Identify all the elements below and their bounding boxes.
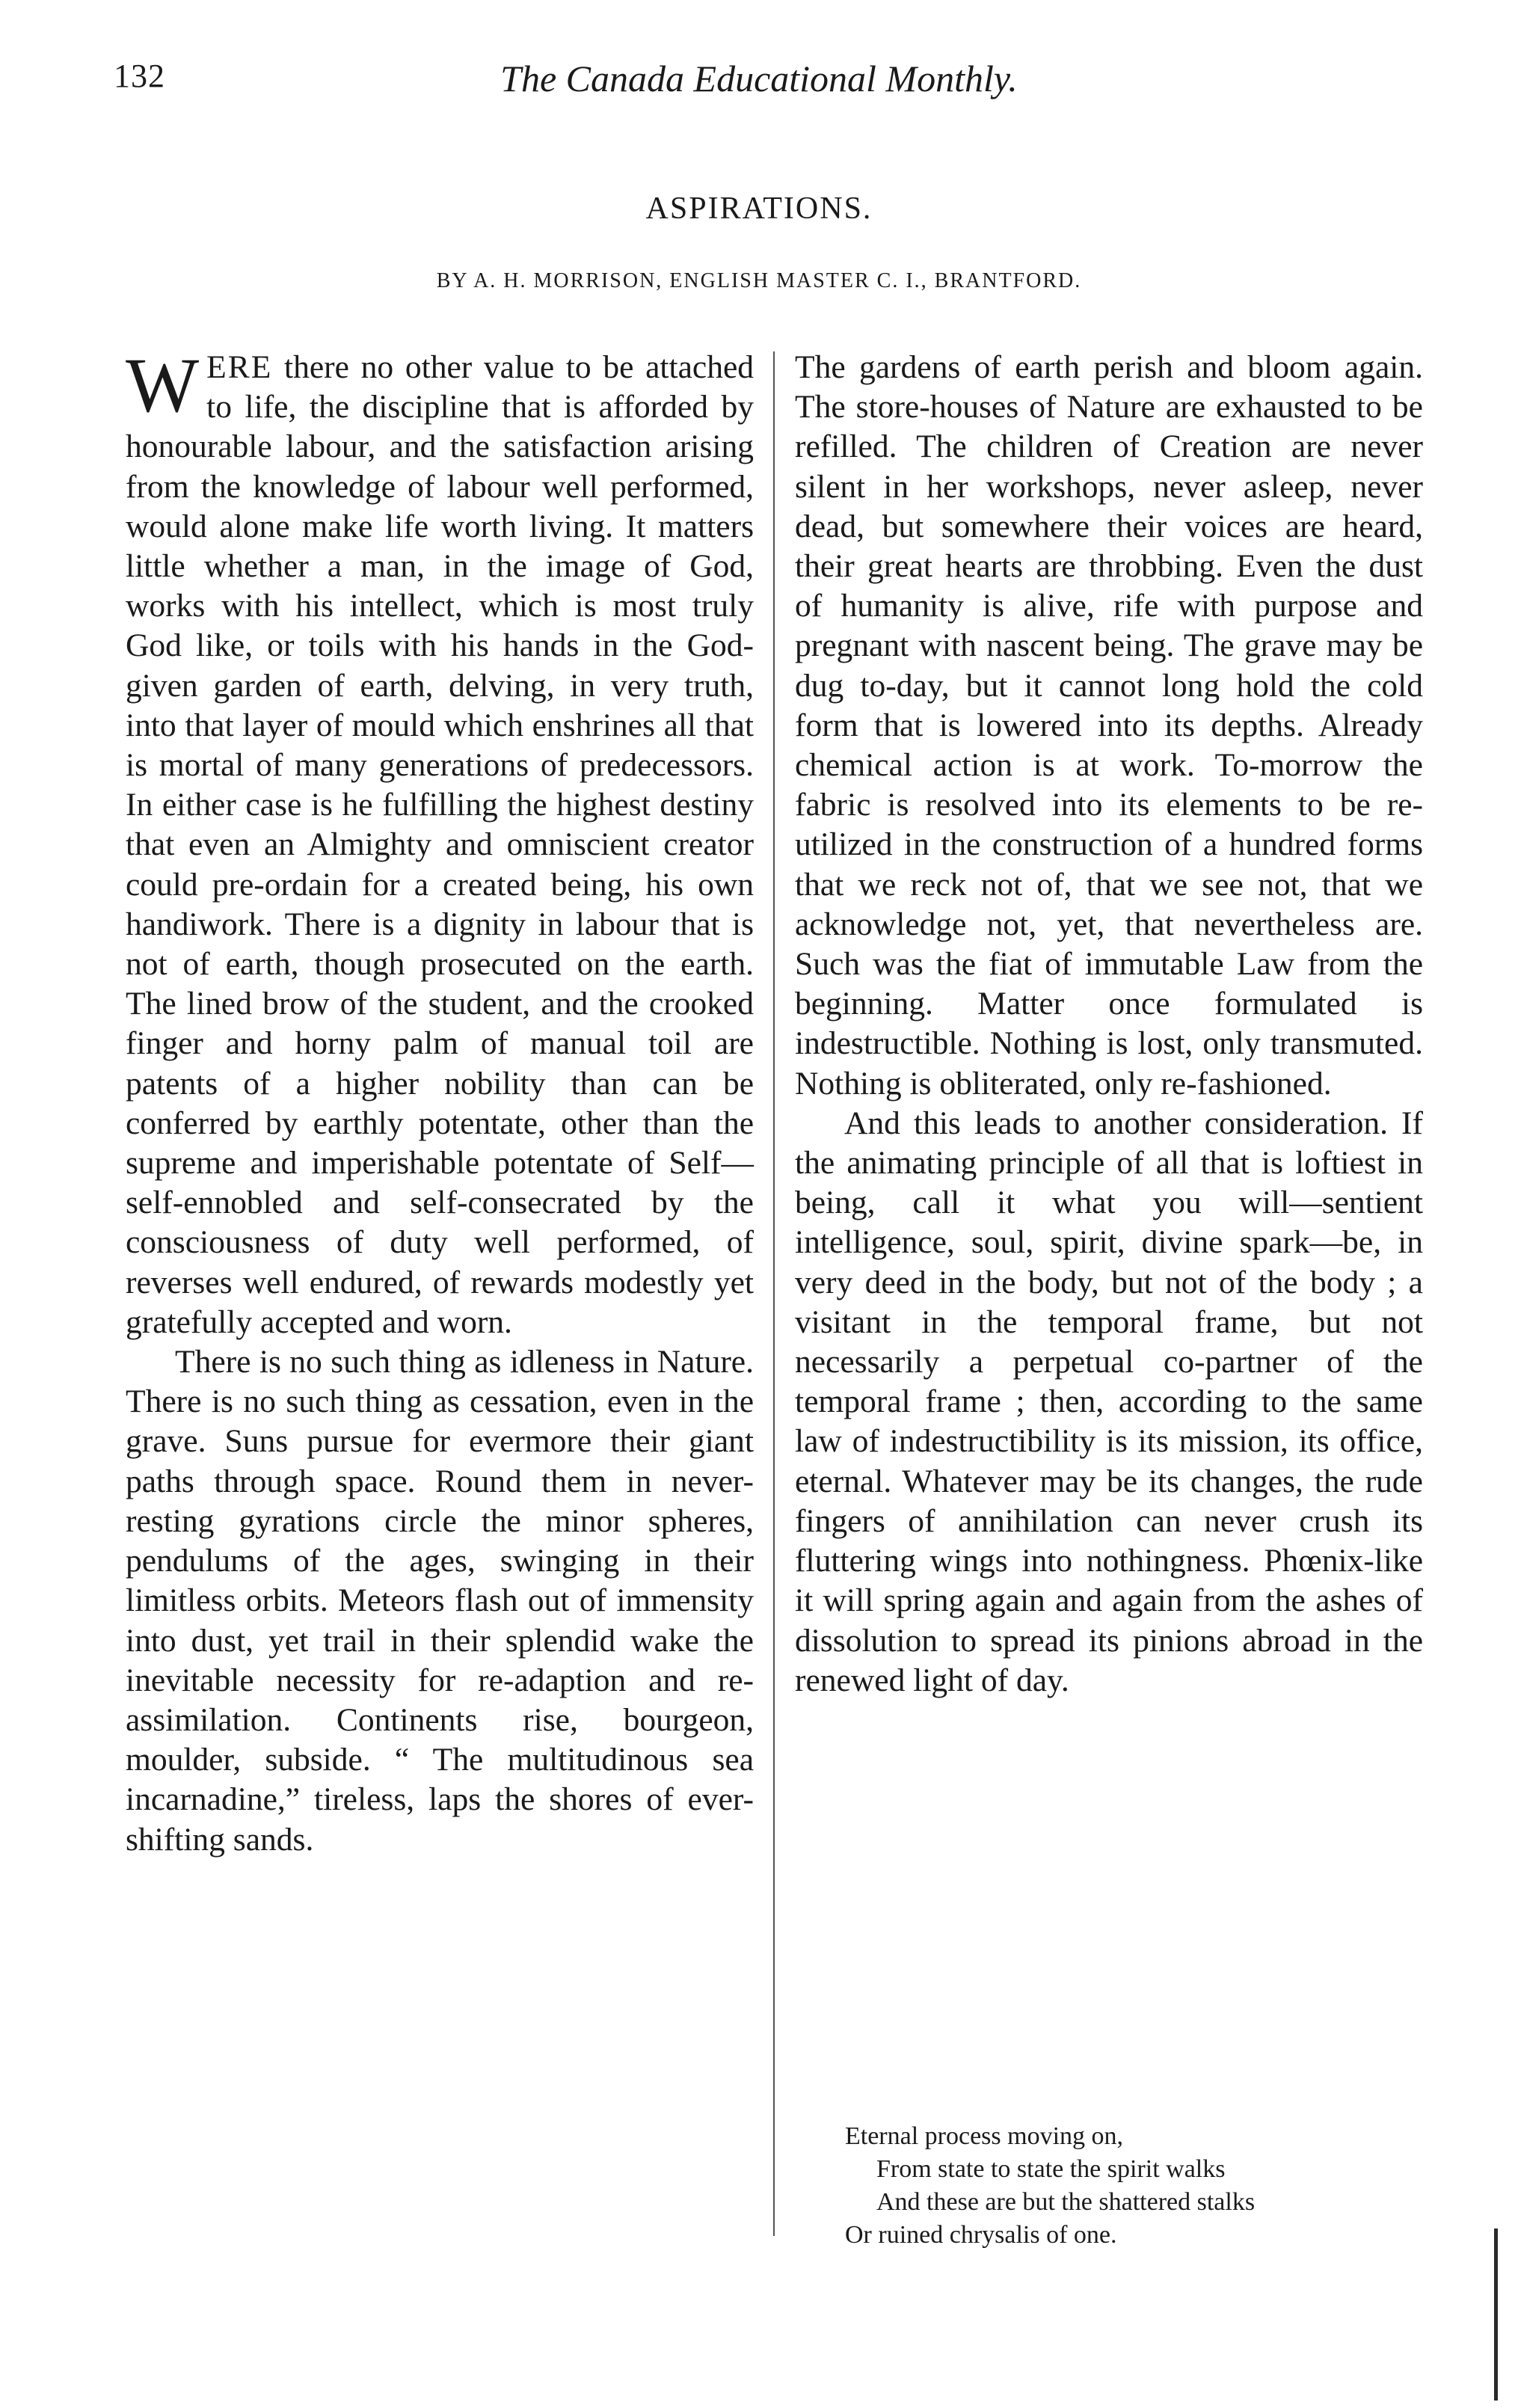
column-divider bbox=[773, 351, 775, 2236]
article-byline: BY A. H. MORRISON, ENGLISH MASTER C. I., BRANTFORD. bbox=[436, 269, 1082, 292]
opening-small-caps: ERE bbox=[206, 349, 273, 385]
verse-line: And these are but the shattered stalks bbox=[876, 2188, 1256, 2216]
paragraph-consideration: And this leads to another consideration. If the animating principle of all that is loftiest in being, call it what you will—sentient intelligence, soul, spirit, divine spark—be, in very deed in the body, but not of the body ; a visitant in the temporal frame, but not necessarily a perpetual co-partner of the temporal frame ; then, according to the same law of indestructibility is its mission, its office, eternal. Whatever may be its changes, the rude fingers of annihilation can never crush its fluttering wings into nothingness. Phœnix-like it will spring again and again from the ashes of dissolution to spread its pinions abroad in the renewed light of day. bbox=[795, 1105, 1423, 1698]
closing-verse bbox=[845, 2120, 1255, 2252]
paragraph-opening-text: there no other value to be attached to life, the discipline that is afforded by honourable labour, and the satisfaction arising from the knowledge of labour well performed, would alone make life worth living. It matters little whether a man, in the image of God, works with his intellect, which is most truly God like, or toils with his hands in the God-given garden of earth, delving, in very truth, into that layer of mould which enshrines all that is mortal of many generations of predecessors. In either case is he fulfilling the highest destiny that even an Almighty and omniscient creator could pre-ordain for a created being, his own handiwork. There is a dignity in labour that is not of earth, though prosecuted on the earth. The lined brow of the student, and the crooked finger and horny palm of manual toil are patents of a higher nobility than can be conferred by earthly potentate, other than the supreme and imperishable potentate of Self—self-ennobled and self-consecrated by the consciousness of duty well performed, of reverses well endured, of rewards modestly yet gratefully accepted and worn. bbox=[126, 349, 754, 1340]
verse-line: Eternal process moving on, bbox=[845, 2122, 1124, 2150]
right-column bbox=[795, 348, 1423, 1701]
page-header bbox=[0, 36, 1518, 103]
left-column bbox=[126, 343, 754, 1860]
verse-line: From state to state the spirit walks bbox=[876, 2155, 1226, 2183]
page-number: 132 bbox=[114, 58, 165, 94]
verse-line: Or ruined chrysalis of one. bbox=[845, 2221, 1117, 2249]
paragraph-idleness-continued: The gardens of earth perish and bloom again. The store-houses of Nature are exhausted to be refilled. The children of Creation are never silent in her workshops, never asleep, never dead, but somewhere their voices are heard, their great hearts are throbbing. Even the dust of humanity is alive, rife with purpose and pregnant with nascent being. The grave may be dug to-day, but it cannot long hold the cold form that is lowered into its depths. Already chemical action is at work. To-morrow the fabric is resolved into its elements to be re-utilized in the construction of a hundred forms that we reck not of, that we see not, that we acknowledge not, yet, that nevertheless are. Such was the fiat of immutable Law from the beginning. Matter once formulated is indestructible. Nothing is lost, only transmuted. Nothing is obliterated, only re-fashioned. bbox=[795, 349, 1423, 1102]
running-title: The Canada Educational Monthly. bbox=[500, 58, 1018, 99]
paragraph-idleness: There is no such thing as idleness in Nature. There is no such thing as cessation, even in the grave. Suns pursue for evermore their giant paths through space. Round them in never-resting gyrations circle the minor spheres, pendulums of the ages, swinging in their limitless orbits. Meteors flash out of immensity into dust, yet trail in their splendid wake the inevitable necessity for re-adaption and re-assimilation. Continents rise, bourgeon, moulder, subside. “ The multitudinous sea incarnadine,” tireless, laps the shores of ever-shifting sands. bbox=[126, 1344, 754, 1858]
paragraph-opening bbox=[126, 343, 754, 1342]
article-title: ASPIRATIONS. bbox=[645, 191, 873, 226]
drop-cap: W bbox=[126, 343, 200, 429]
page-edge-mark bbox=[1494, 2229, 1498, 2401]
